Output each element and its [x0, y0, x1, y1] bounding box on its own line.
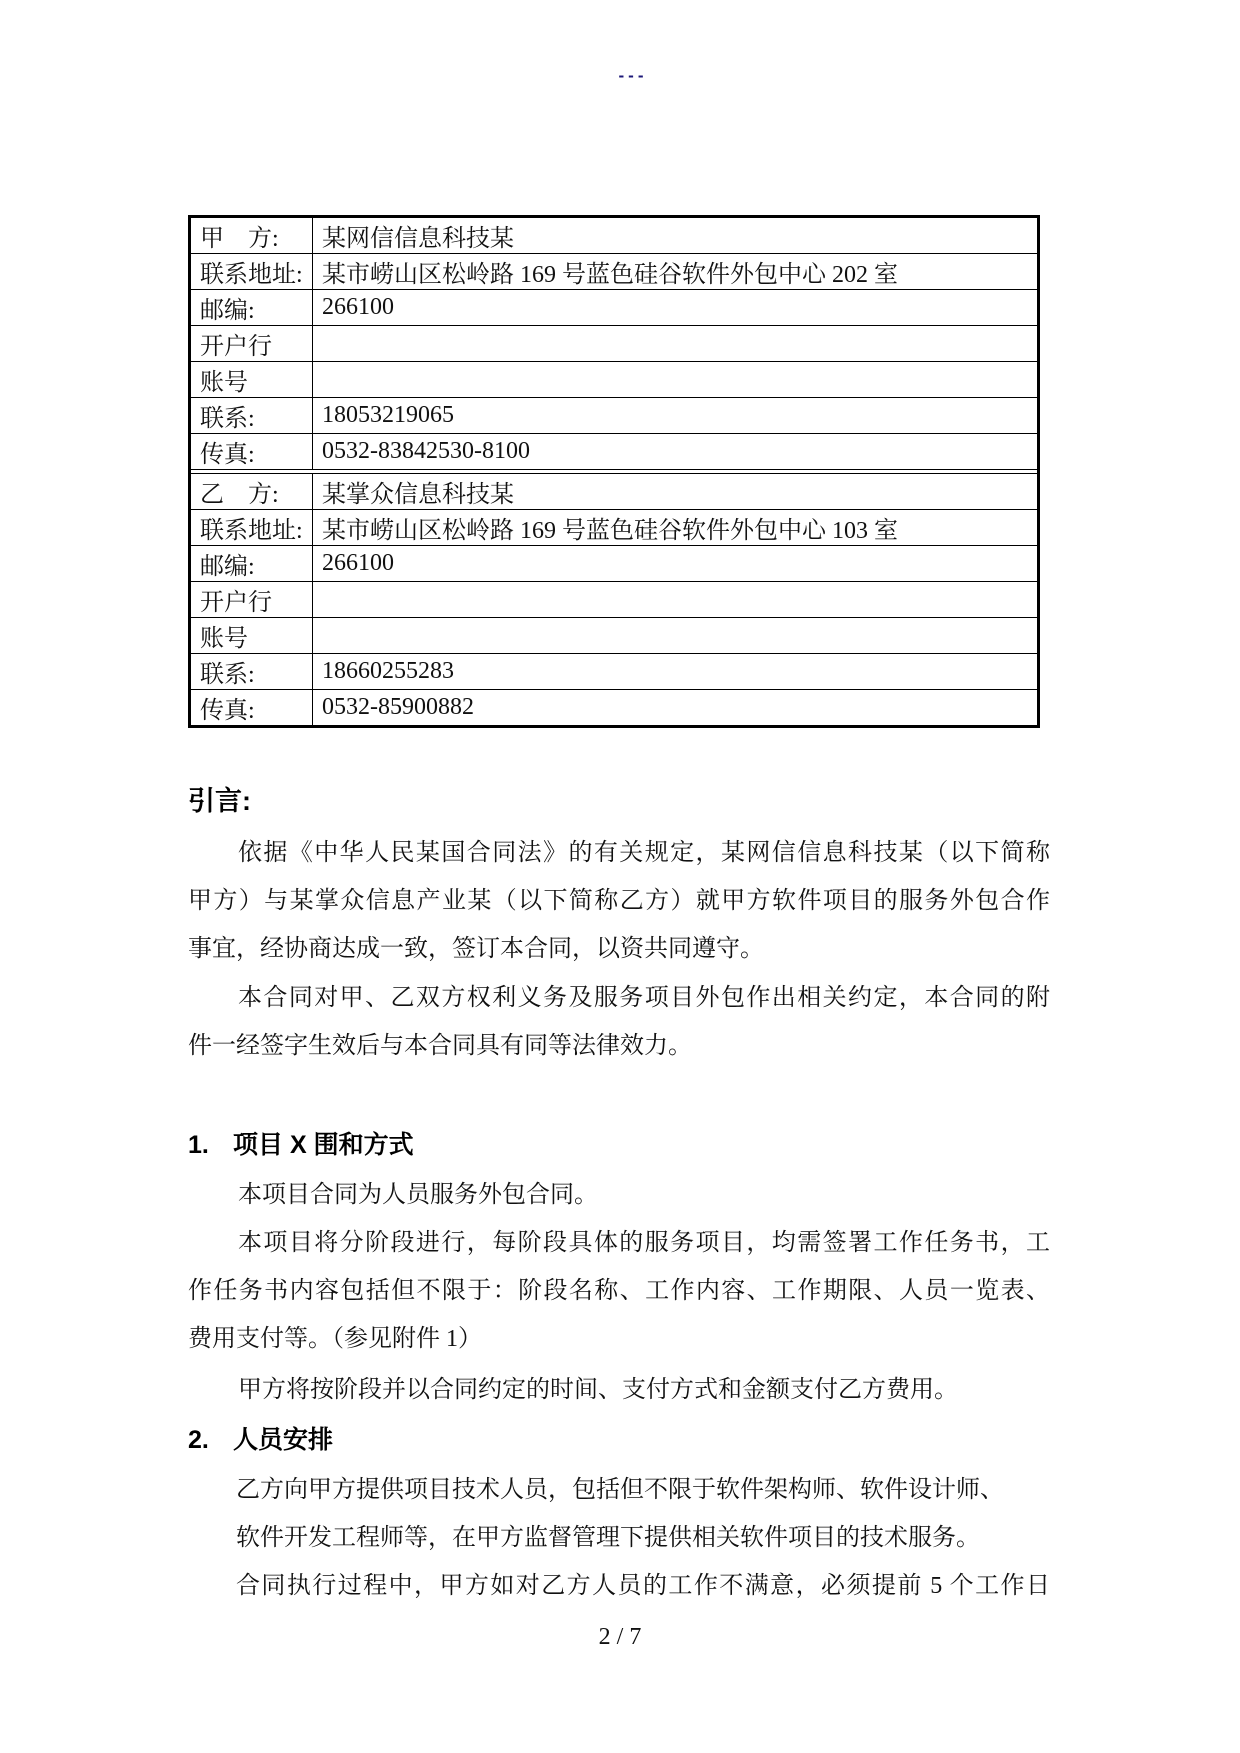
row-value: 18660255283 [322, 658, 454, 684]
table-row [191, 326, 1037, 362]
table-row [191, 218, 1037, 254]
table-row [191, 398, 1037, 434]
text-line: 甲方将按阶段并以合同约定的时间、支付方式和金额支付乙方费用。 [238, 1377, 958, 1403]
section1-heading [188, 1127, 1050, 1163]
table-row [191, 362, 1037, 398]
row-label: 乙 方: [191, 474, 313, 509]
row-value: 18053219065 [322, 402, 454, 428]
section2-title: 人员安排 [233, 1426, 334, 1454]
row-label: 联系地址: [191, 510, 313, 545]
row-label: 联系: [191, 654, 313, 689]
row-label: 传真: [191, 434, 313, 469]
text-line: 软件开发工程师等，在甲方监督管理下提供相关软件项目的技术服务。 [236, 1525, 980, 1551]
row-label: 联系地址: [191, 254, 313, 289]
text-line: 事宜，经协商达成一致，签订本合同，以资共同遵守。 [188, 936, 764, 962]
header-dashes: --- [618, 66, 648, 85]
row-value: 0532-85900882 [322, 694, 474, 720]
row-value: 某网信信息科技某 [322, 226, 514, 252]
row-label: 邮编: [191, 546, 313, 581]
text-line: 件一经签字生效后与本合同具有同等法律效力。 [188, 1033, 692, 1059]
table-row [191, 290, 1037, 326]
row-value [312, 470, 1037, 473]
party-info-table [188, 215, 1040, 728]
row-value: 266100 [322, 550, 394, 576]
row-value: 某掌众信息科技某 [322, 482, 514, 508]
row-label: 甲 方: [191, 218, 313, 253]
text-line: 本项目将分阶段进行，每阶段具体的服务项目，均需签署工作任务书，工 [238, 1230, 1050, 1256]
row-value [313, 362, 1037, 397]
table-row [191, 618, 1037, 654]
intro-paragraph-2 [188, 974, 1050, 1070]
table-row [191, 474, 1037, 510]
text-line: 甲方）与某掌众信息产业某（以下简称乙方）就甲方软件项目的服务外包合作 [188, 888, 1050, 914]
row-value: 某市崂山区松岭路 169 号蓝色硅谷软件外包中心 202 室 [322, 262, 898, 288]
text-line: 作任务书内容包括但不限于：阶段名称、工作内容、工作期限、人员一览表、 [188, 1278, 1050, 1304]
text-line: 本合同对甲、乙双方权利义务及服务项目外包作出相关约定，本合同的附 [238, 985, 1050, 1011]
section1-paragraph-2 [188, 1219, 1050, 1363]
table-row [191, 434, 1037, 470]
text-line: 乙方向甲方提供项目技术人员，包括但不限于软件架构师、软件设计师、 [236, 1477, 1004, 1503]
table-row [191, 690, 1037, 725]
text-line: 本项目合同为人员服务外包合同。 [238, 1182, 598, 1208]
row-value: 某市崂山区松岭路 169 号蓝色硅谷软件外包中心 103 室 [322, 518, 898, 544]
table-row [191, 546, 1037, 582]
section1-paragraph-1 [188, 1171, 1050, 1219]
row-value: 266100 [322, 294, 394, 320]
table-row [191, 654, 1037, 690]
text-line: 依据《中华人民某国合同法》的有关规定，某网信信息科技某（以下简称 [238, 840, 1050, 866]
section1-title: 项目 X 围和方式 [233, 1131, 414, 1159]
row-label: 账号 [191, 618, 313, 653]
intro-heading: 引言: [188, 786, 251, 816]
row-label [191, 470, 312, 473]
table-row [191, 254, 1037, 290]
section2-heading [188, 1422, 1050, 1458]
section2-paragraph-1 [236, 1466, 1050, 1562]
row-label: 账号 [191, 362, 313, 397]
row-label: 联系: [191, 398, 313, 433]
row-value [313, 582, 1037, 617]
section1-paragraph-3 [188, 1366, 1050, 1414]
row-value [313, 618, 1037, 653]
section2-number: 2. [188, 1426, 209, 1454]
row-label: 邮编: [191, 290, 313, 325]
table-row [191, 510, 1037, 546]
table-row [191, 582, 1037, 618]
row-label: 开户行 [191, 326, 313, 361]
section1-number: 1. [188, 1131, 209, 1159]
intro-paragraph-1 [188, 829, 1050, 973]
row-value [313, 326, 1037, 361]
row-value: 0532-83842530-8100 [322, 438, 530, 464]
section2-paragraph-2 [236, 1562, 1050, 1610]
text-line: 合同执行过程中，甲方如对乙方人员的工作不满意，必须提前 5 个工作日 [236, 1573, 1050, 1599]
page-number: 2 / 7 [598, 1624, 642, 1650]
text-line: 费用支付等。（参见附件 1） [188, 1326, 482, 1352]
row-label: 传真: [191, 690, 313, 725]
row-label: 开户行 [191, 582, 313, 617]
